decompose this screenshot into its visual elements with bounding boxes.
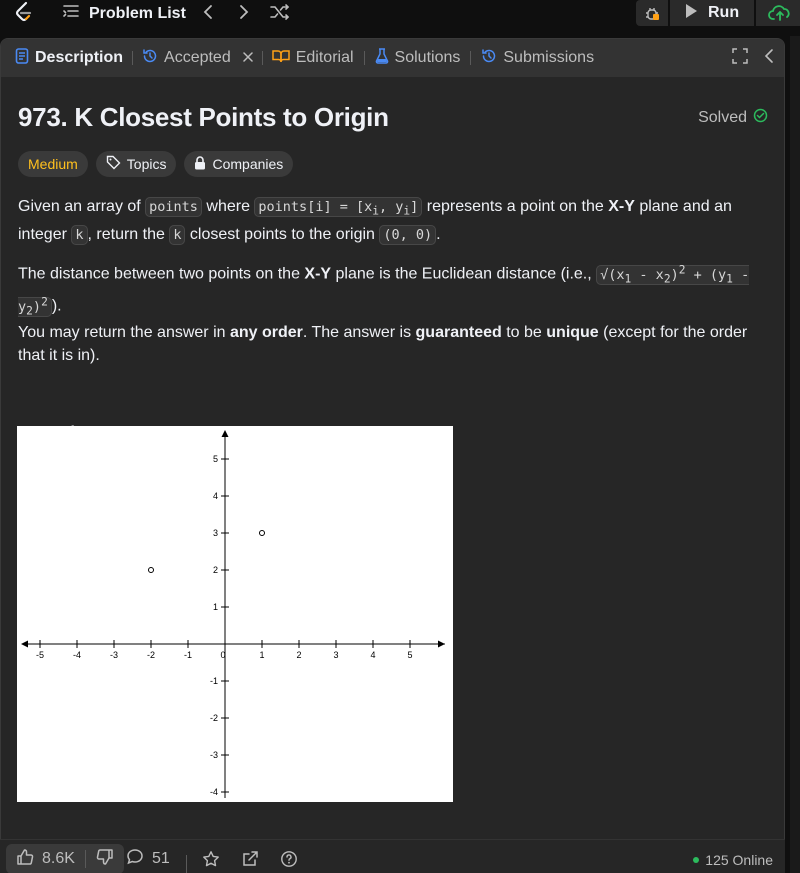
companies-label: Companies [212, 156, 284, 172]
x-tick-label: -2 [146, 650, 156, 660]
problem-list-button[interactable] [62, 2, 186, 25]
close-tab-icon[interactable] [243, 49, 253, 67]
shuffle-icon[interactable] [268, 2, 292, 22]
tabbar-controls [732, 39, 774, 77]
online-status [693, 852, 773, 868]
divider [186, 855, 187, 873]
page-title: 973. K Closest Points to Origin [18, 102, 389, 132]
x-axis-arrow [438, 641, 445, 648]
tab-description-label: Description [35, 49, 124, 66]
solved-status [698, 108, 768, 128]
maximize-icon[interactable] [732, 48, 748, 69]
tab-submissions-label: Submissions [503, 49, 595, 66]
tab-divider [132, 51, 133, 65]
tag-icon [106, 155, 121, 173]
description-paragraph-2: The distance between two points on the X-Y plane is the Euclidean distance (i.e., $√(x_1 - x_2)^2 + (y_1 - y_2)^2$ ). [18, 263, 750, 318]
y-tick-label: -3 [209, 750, 218, 760]
tab-accepted-label: Accepted [164, 49, 231, 66]
x-tick-label: 3 [333, 650, 339, 660]
leetcode-logo-icon[interactable] [12, 0, 36, 24]
prev-problem-chevron-left-icon[interactable] [198, 2, 218, 22]
y-tick-label: 5 [212, 454, 218, 464]
top-navbar [0, 0, 800, 36]
tab-accepted[interactable] [142, 39, 253, 77]
tab-editorial-label: Editorial [295, 49, 354, 66]
check-circle-icon [753, 108, 768, 128]
thumbs-down-icon [96, 848, 114, 871]
y-tick-label: 1 [212, 602, 218, 612]
companies-chip[interactable] [184, 151, 293, 177]
bottom-action-bar [0, 839, 785, 873]
lock-icon [194, 156, 206, 173]
comments-button[interactable] [126, 844, 170, 873]
document-icon [15, 48, 29, 69]
panel-tabbar [1, 39, 784, 77]
history-icon [142, 48, 158, 69]
y-tick-label: 4 [212, 491, 218, 501]
y-tick-label: -1 [209, 676, 218, 686]
online-dot [693, 857, 699, 863]
x-tick-label: -5 [35, 650, 45, 660]
help-question-icon[interactable] [280, 844, 298, 873]
x-tick-label: 2 [296, 650, 302, 660]
run-button[interactable] [670, 0, 754, 26]
tab-editorial[interactable] [272, 39, 354, 77]
topics-label: Topics [126, 156, 167, 172]
x-tick-label: 4 [370, 650, 376, 660]
history-icon [481, 48, 497, 69]
data-point [149, 568, 154, 573]
run-label: Run [708, 4, 740, 21]
description-paragraph-1: Given an array of points where points[i] = [$x_i$, $y_i$] represents a point on the X-Y plane and an integer k , return the k closest points to the origin (0, 0) . [18, 198, 732, 243]
collapse-chevron-left-icon[interactable] [764, 48, 774, 69]
tab-divider [262, 51, 263, 65]
data-point [260, 531, 265, 536]
difficulty-badge [18, 151, 88, 177]
tab-solutions[interactable] [375, 39, 461, 77]
x-tick-label: 0 [220, 650, 226, 660]
difficulty-label: Medium [28, 156, 78, 172]
topics-chip[interactable] [96, 151, 177, 177]
y-tick-label: -4 [209, 787, 218, 797]
share-external-link-icon[interactable] [241, 844, 259, 873]
y-tick-label: 2 [212, 565, 218, 575]
x-tick-label: -1 [183, 650, 193, 660]
dislike-button[interactable] [86, 844, 124, 873]
description-paragraph-3: You may return the answer in any order. The answer is guaranteed to be unique (except for the order that it is in). [18, 324, 748, 364]
tab-divider [470, 51, 471, 65]
tab-description[interactable] [15, 39, 123, 77]
comment-icon [126, 848, 144, 871]
x-tick-label: -4 [72, 650, 82, 660]
submit-cloud-upload-icon[interactable] [756, 0, 800, 26]
next-problem-chevron-right-icon[interactable] [234, 2, 254, 22]
panel-resize-gutter[interactable] [790, 36, 800, 873]
flask-icon [375, 48, 389, 69]
solved-label: Solved [698, 109, 747, 126]
example-plot [17, 426, 453, 802]
problem-tags [18, 151, 293, 177]
online-count: 125 Online [705, 852, 773, 868]
x-tick-label: 1 [259, 650, 265, 660]
tab-divider [364, 51, 365, 65]
y-tick-label: 3 [212, 528, 218, 538]
tab-solutions-label: Solutions [394, 49, 461, 66]
list-icon [62, 2, 80, 25]
x-tick-label: 5 [407, 650, 413, 660]
like-button[interactable] [6, 844, 85, 873]
likes-count: 8.6K [42, 850, 75, 867]
thumbs-up-icon [16, 848, 34, 871]
y-axis-arrow [222, 430, 229, 437]
comments-count: 51 [152, 850, 170, 867]
favorite-star-icon[interactable] [202, 844, 220, 873]
debug-bug-icon[interactable] [636, 0, 668, 26]
x-axis-arrow-left [21, 641, 28, 648]
book-open-icon [272, 48, 290, 69]
like-dislike-group [6, 844, 124, 873]
y-tick-label: -2 [209, 713, 218, 723]
tab-submissions[interactable] [481, 39, 594, 77]
play-icon [684, 3, 698, 24]
scatter-plot [17, 426, 453, 802]
x-tick-label: -3 [109, 650, 119, 660]
problem-list-label: Problem List [89, 4, 186, 22]
